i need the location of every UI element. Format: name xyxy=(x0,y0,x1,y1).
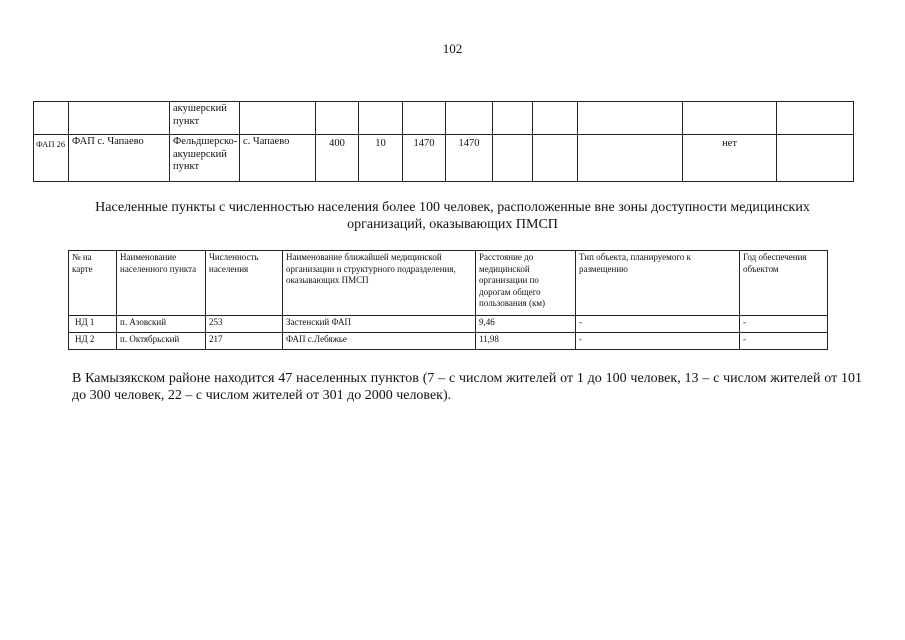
table-cell: Застенский ФАП xyxy=(283,316,476,333)
table-header-row xyxy=(69,251,828,316)
column-header: Тип объекта, планируемого к размещению xyxy=(576,251,740,316)
section-heading: Населенные пункты с численностью населения более 100 человек, расположенные вне зоны доступности медицинских организаций, оказывающих ПМСП xyxy=(95,200,810,232)
table-cell: 217 xyxy=(206,333,283,350)
table-cell: 400 xyxy=(316,135,359,182)
column-header: Численность населения xyxy=(206,251,283,316)
table-row xyxy=(69,333,828,350)
table-cell: НД 1 xyxy=(69,316,117,333)
table-cell xyxy=(240,102,316,135)
column-header: Наименование ближайшей медицинской организации и структурного подразделения, оказывающих ПМСП xyxy=(283,251,476,316)
table-cell: НД 2 xyxy=(69,333,117,350)
table-cell xyxy=(446,102,493,135)
settlements-table xyxy=(68,250,828,350)
table-cell: 9,46 xyxy=(476,316,576,333)
table-cell: - xyxy=(740,316,828,333)
table-cell: - xyxy=(740,333,828,350)
table-cell xyxy=(316,102,359,135)
table-cell: ФАП с. Чапаево xyxy=(69,135,170,182)
table-cell xyxy=(533,135,578,182)
table-cell: Фельдшерско-акушерский пункт xyxy=(170,135,240,182)
table-cell: 11,98 xyxy=(476,333,576,350)
table-cell: п. Азовский xyxy=(117,316,206,333)
summary-paragraph: В Камызякском районе находится 47 населенных пунктов (7 – с числом жителей от 1 до 100 человек, 13 – с числом жителей от 101 до 300 человек, 22 – с числом жителей от 301 до 2000 человек). xyxy=(72,371,862,403)
table-cell: п. Октябрьский xyxy=(117,333,206,350)
table-row xyxy=(34,102,854,135)
table-cell: 1470 xyxy=(446,135,493,182)
table-row xyxy=(69,316,828,333)
table-cell: с. Чапаево xyxy=(240,135,316,182)
column-header: Год обеспечения объектом xyxy=(740,251,828,316)
table-cell: - xyxy=(576,333,740,350)
table-cell xyxy=(777,102,854,135)
table-cell xyxy=(359,102,403,135)
table-cell: нет xyxy=(683,135,777,182)
column-header: Расстояние до медицинской организации по дорогам общего пользования (км) xyxy=(476,251,576,316)
column-header: № на карте xyxy=(69,251,117,316)
table-cell xyxy=(578,135,683,182)
table-cell: 1470 xyxy=(403,135,446,182)
table-cell: 10 xyxy=(359,135,403,182)
table-cell xyxy=(493,135,533,182)
table-cell xyxy=(34,102,69,135)
table-cell: ФАП с.Лебяжье xyxy=(283,333,476,350)
table-cell: 253 xyxy=(206,316,283,333)
table-cell xyxy=(493,102,533,135)
table-cell xyxy=(777,135,854,182)
column-header: Наименование населенного пункта xyxy=(117,251,206,316)
table-cell xyxy=(403,102,446,135)
page-number: 102 xyxy=(442,41,463,56)
facility-table xyxy=(33,101,854,182)
table-cell xyxy=(533,102,578,135)
table-cell xyxy=(578,102,683,135)
table-cell xyxy=(69,102,170,135)
table-cell xyxy=(683,102,777,135)
table-row xyxy=(34,135,854,182)
table-cell: - xyxy=(576,316,740,333)
table-cell: акушерский пункт xyxy=(170,102,240,135)
table-cell: ФАП 26 xyxy=(34,135,69,182)
